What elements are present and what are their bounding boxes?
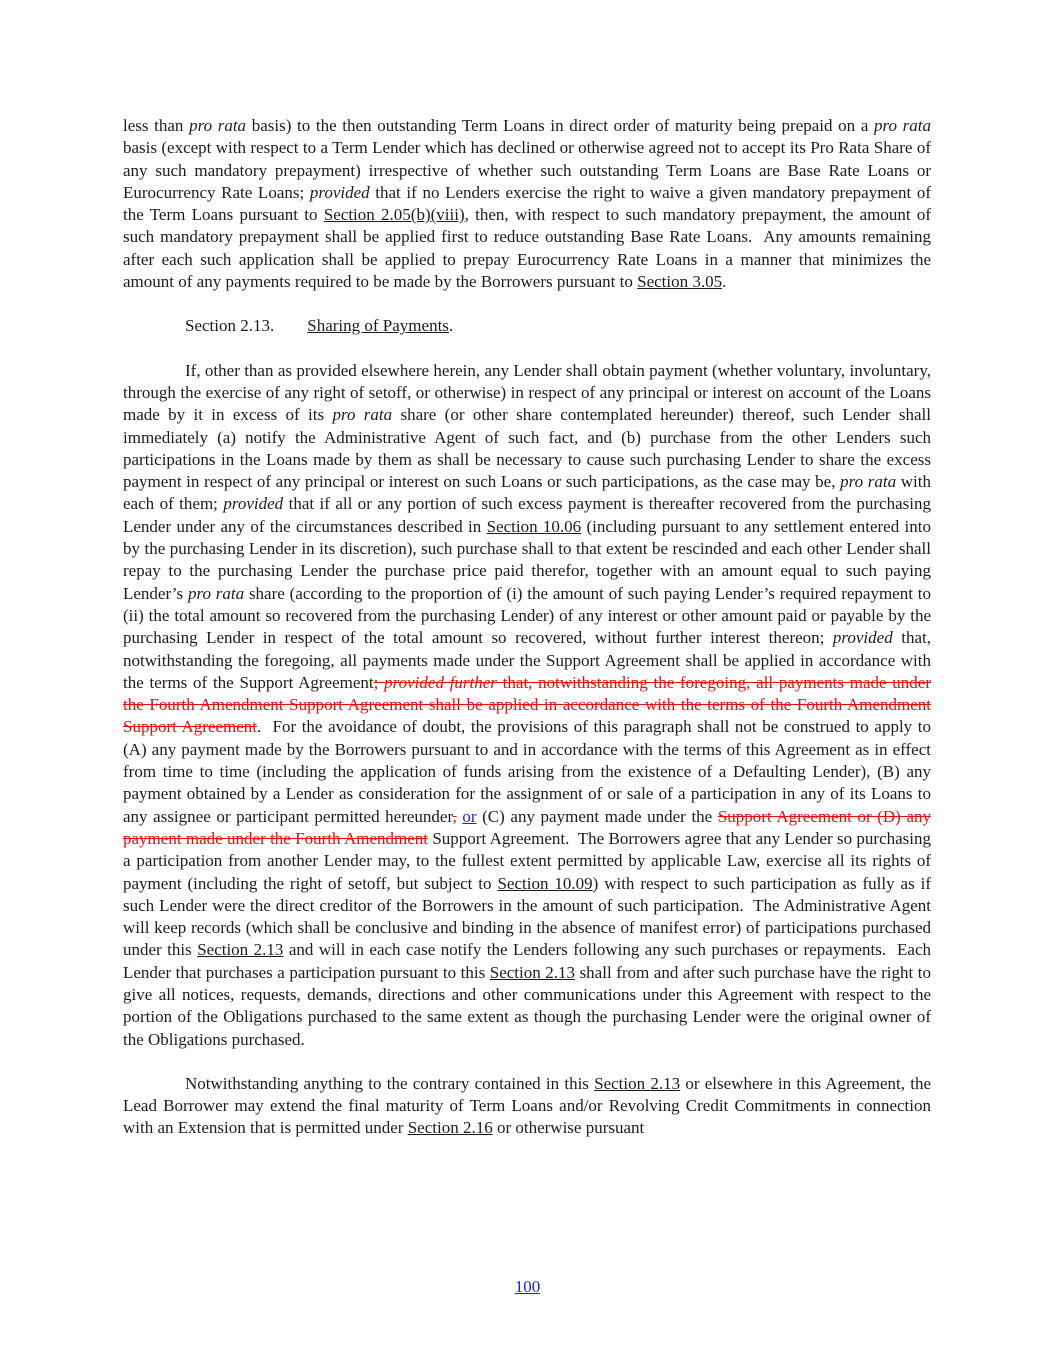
text-run: provided xyxy=(223,494,284,514)
text-run: that, notwithstanding the foregoing, all payments made under the Fourth Amendment Support Agreement shall be applied in accordance with the terms of the Fourth Amendment Support Agreement xyxy=(123,672,932,737)
text-run: provided xyxy=(832,628,893,648)
text-run: less than xyxy=(123,116,190,135)
text-run: or elsewhere in this Agreement, the Lead Borrower may extend the final maturity of Term Loans and/or Revolving Credit Commitments in connection with an Extension that is permitted under xyxy=(123,1073,931,1138)
sharing-of-payments-paragraph xyxy=(123,360,931,1051)
text-run: ; xyxy=(373,672,385,692)
text-run: Section 2.16 xyxy=(407,1118,493,1138)
text-run: ) with respect to such participation as fully as if such Lender were the direct creditor of the Borrowers in the amount of such participation. The Administrative Agent will keep records (which shall be conclusive and binding in the absence of manifest error) of participations purchased under this xyxy=(123,873,932,960)
text-run: pro rata xyxy=(874,116,932,135)
text-run: Section 2.13 xyxy=(197,940,284,960)
text-run: provided xyxy=(309,182,370,202)
continuation-paragraph xyxy=(123,115,931,293)
page-footer xyxy=(0,1276,1055,1298)
text-run: basis) to the then outstanding Term Loans in direct order of maturity being prepaid on a xyxy=(246,116,875,135)
extension-paragraph xyxy=(123,1073,931,1140)
text-run: , xyxy=(452,806,457,826)
text-run: that if no Lenders exercise the right to waive a given mandatory prepayment of the Term Loans pursuant to xyxy=(123,182,931,225)
text-run: Section 10.09 xyxy=(497,873,593,893)
text-run: , then, with respect to such mandatory prepayment, the amount of such mandatory prepayment shall be applied first to reduce outstanding Base Rate Loans. Any amounts remaining after each such application shall be applied to prepay Eurocurrency Rate Loans in a manner that minimizes the amount of any payments required to be made by the Borrowers pursuant to xyxy=(123,205,931,292)
text-run: Section 2.05(b)(viii) xyxy=(323,205,465,225)
section-heading xyxy=(123,315,931,337)
text-run: Section 3.05 xyxy=(637,272,723,292)
text-run: with each of them; xyxy=(123,472,931,514)
text-run: and will in each case notify the Lenders following any such purchases or repayments. Each Lender that purchases a participation pursuant to this xyxy=(123,940,931,982)
page-number[interactable]: 100 xyxy=(514,1277,541,1296)
text-run: . xyxy=(448,316,454,336)
text-run: share (according to the proportion of (i) the amount of such paying Lender’s required repayment to (ii) the total amount so recovered from the purchasing Lender) of any interest or other amount paid or payable by the purchasing Lender in respect of the total amount so recovered, without further interest thereon; xyxy=(123,583,932,648)
text-run: basis (except with respect to a Term Lender which has declined or otherwise agreed not to accept its Pro Rata Share of any such mandatory prepayment) irrespective of whether such outstanding Term Loans are Base Rate Loans or Eurocurrency Rate Loans; xyxy=(123,138,931,202)
text-run: that if all or any portion of such excess payment is thereafter recovered from the purchasing Lender under any of the circumstances described in xyxy=(123,494,931,536)
text-run: If, other than as provided elsewhere herein, any Lender shall obtain payment (whether voluntary, involuntary, through the exercise of any right of setoff, or otherwise) in respect of any principal or interest on account of the Loans made by it in excess of its xyxy=(123,360,931,425)
text-run: . xyxy=(722,272,727,292)
text-run: . For the avoidance of doubt, the provisions of this paragraph shall not be construed to apply to (A) any payment made by the Borrowers pursuant to and in accordance with the terms of this Agreement as in effect from time to time (including the application of funds arising from the existence of a Defaulting Lender), (B) any payment obtained by a Lender as consideration for the assignment of or sale of a participation in any of its Loans to any assignee or participant permitted hereunder xyxy=(123,717,931,826)
text-run: or otherwise pursuant xyxy=(492,1118,645,1138)
text-run: Support Agreement or (D) any payment made under the Fourth Amendment xyxy=(123,806,931,848)
text-run: Section 10.06 xyxy=(486,516,582,536)
text-run: shall from and after such purchase have the right to give all notices, requests, demands, directions and other communications under this Agreement with respect to the portion of the Obligations purchased to the same extent as though the purchasing Lender were the original owner of the Obligations purchased. xyxy=(123,962,931,1049)
text-run: pro rata xyxy=(840,472,897,492)
text-run: that, notwithstanding the foregoing, all payments made under the Support Agreement shall be applied in accordance with the terms of the Support Agreement xyxy=(123,628,931,692)
text-run: (including pursuant to any settlement entered into by the purchasing Lender in its discretion), such purchase shall to that extent be rescinded and each other Lender shall repay to the purchasing Lender the purchase price paid therefor, together with an amount equal to such paying Lender’s xyxy=(123,516,931,603)
text-run: Section 2.13 xyxy=(489,962,576,982)
text-run: share (or other share contemplated hereunder) thereof, such Lender shall immediately (a) notify the Administrative Agent of such fact, and (b) purchase from the other Lenders such participations in the Loans made by them as shall be necessary to cause such purchasing Lender to share the excess payment in respect of any principal or interest on such Loans or such participations, as the case may be, xyxy=(123,405,931,492)
text-run: Notwithstanding anything to the contrary contained in this xyxy=(185,1073,595,1093)
document-body xyxy=(123,115,931,1162)
text-run: or xyxy=(462,806,477,826)
text-run: pro rata xyxy=(332,405,393,425)
text-run: provided further xyxy=(384,672,497,692)
text-run: Sharing of Payments xyxy=(307,316,449,336)
text-run: pro rata xyxy=(189,116,247,135)
text-run: Section 2.13. xyxy=(185,316,275,336)
text-run: (C) any payment made under the xyxy=(476,806,718,826)
text-run: Support Agreement. The Borrowers agree that any Lender so purchasing a participation from another Lender may, to the fullest extent permitted by applicable Law, exercise all its rights of payment (including the right of setoff, but subject to xyxy=(123,828,931,893)
text-run: Section 2.13 xyxy=(594,1073,681,1093)
text-run: pro rata xyxy=(187,583,245,603)
